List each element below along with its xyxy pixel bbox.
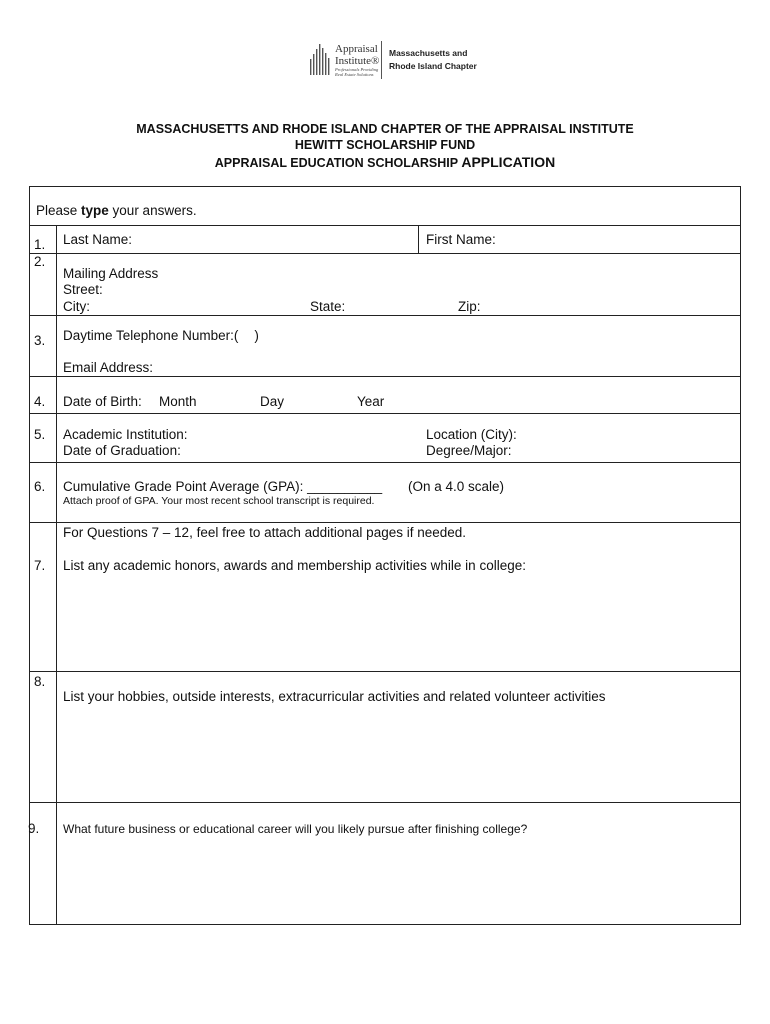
q7-number: 7.: [34, 558, 46, 573]
logo-divider: [381, 41, 382, 79]
divider: [29, 225, 741, 226]
gpa-scale-label: (On a 4.0 scale): [408, 479, 505, 494]
q8-hobbies-question: List your hobbies, outside interests, extracurricular activities and related volunteer activities: [63, 689, 606, 704]
birth-day-field[interactable]: Day: [260, 394, 285, 409]
q6-number: 6.: [34, 479, 46, 494]
header-line3: [0, 154, 770, 170]
logo-tagline-line1: Professionals Providing: [335, 67, 379, 72]
divider: [29, 522, 741, 523]
degree-major-field[interactable]: Degree/Major:: [426, 443, 512, 458]
header-line2: HEWITT SCHOLARSHIP FUND: [294, 138, 476, 152]
gpa-proof-note: Attach proof of GPA. Your most recent school transcript is required.: [63, 495, 375, 507]
state-field[interactable]: State:: [310, 299, 346, 314]
divider: [29, 413, 741, 414]
location-city-field[interactable]: Location (City):: [426, 427, 517, 442]
q4-number: 4.: [34, 394, 46, 409]
divider: [29, 802, 741, 803]
q2-number: 2.: [34, 254, 46, 269]
q3-number: 3.: [34, 333, 46, 348]
phone-close-paren: ): [254, 328, 259, 343]
daytime-phone-field[interactable]: [63, 328, 259, 343]
mailing-address-label: Mailing Address: [63, 266, 159, 281]
academic-institution-field[interactable]: Academic Institution:: [63, 427, 188, 442]
graduation-date-field[interactable]: Date of Graduation:: [63, 443, 181, 458]
q5-number: 5.: [34, 427, 46, 442]
first-name-field[interactable]: First Name:: [426, 232, 496, 247]
q9-career-question: What future business or educational career will you likely pursue after finishing college?: [63, 822, 528, 836]
birth-year-field[interactable]: Year: [357, 394, 385, 409]
q8-number: 8.: [34, 674, 46, 689]
questions-note: For Questions 7 – 12, feel free to attach additional pages if needed.: [63, 525, 467, 540]
instructions-emphasis: type: [81, 203, 109, 218]
appraisal-institute-logo-mark: [309, 41, 333, 75]
logo-tagline-line2: Real Estate Solutions: [335, 72, 374, 77]
q8-answer-area[interactable]: [57, 710, 740, 801]
q1-number: 1.: [34, 237, 46, 252]
divider: [29, 671, 741, 672]
city-field[interactable]: City:: [63, 299, 90, 314]
street-field[interactable]: Street:: [63, 282, 103, 297]
birth-month-field[interactable]: Month: [159, 394, 197, 409]
divider: [29, 315, 741, 316]
number-column-divider: [56, 225, 57, 925]
name-column-divider: [418, 225, 419, 253]
zip-field[interactable]: Zip:: [458, 299, 481, 314]
divider: [29, 253, 741, 254]
instructions: [36, 203, 197, 218]
header-line3-part2: APPLICATION: [461, 154, 556, 170]
phone-label: Daytime Telephone Number:(: [63, 328, 239, 343]
logo-chapter-line1: Massachusetts and: [389, 48, 468, 58]
q7-academic-honors-question: List any academic honors, awards and membership activities while in college:: [63, 558, 526, 573]
last-name-field[interactable]: Last Name:: [63, 232, 133, 247]
logo-tagline: [335, 67, 378, 77]
logo-name-line1: Appraisal: [335, 43, 378, 55]
logo-chapter-line2: Rhode Island Chapter: [389, 61, 477, 71]
logo-name-line2: Institute®: [335, 55, 380, 67]
q9-number: 9.: [28, 821, 40, 836]
divider: [29, 462, 741, 463]
application-form-frame: [29, 186, 741, 925]
q9-answer-area[interactable]: [57, 842, 740, 924]
instructions-suffix: your answers.: [108, 203, 197, 218]
date-of-birth-label: Date of Birth:: [63, 394, 142, 409]
instructions-prefix: Please: [36, 203, 82, 218]
email-field[interactable]: Email Address:: [63, 360, 154, 375]
header-line1: MASSACHUSETTS AND RHODE ISLAND CHAPTER OF THE APPRAISAL INSTITUTE: [136, 122, 634, 136]
gpa-field[interactable]: Cumulative Grade Point Average (GPA): __________: [63, 479, 383, 494]
q7-answer-area[interactable]: [57, 580, 740, 670]
divider: [29, 376, 741, 377]
header-line3-part1: APPRAISAL EDUCATION SCHOLARSHIP: [214, 156, 462, 170]
